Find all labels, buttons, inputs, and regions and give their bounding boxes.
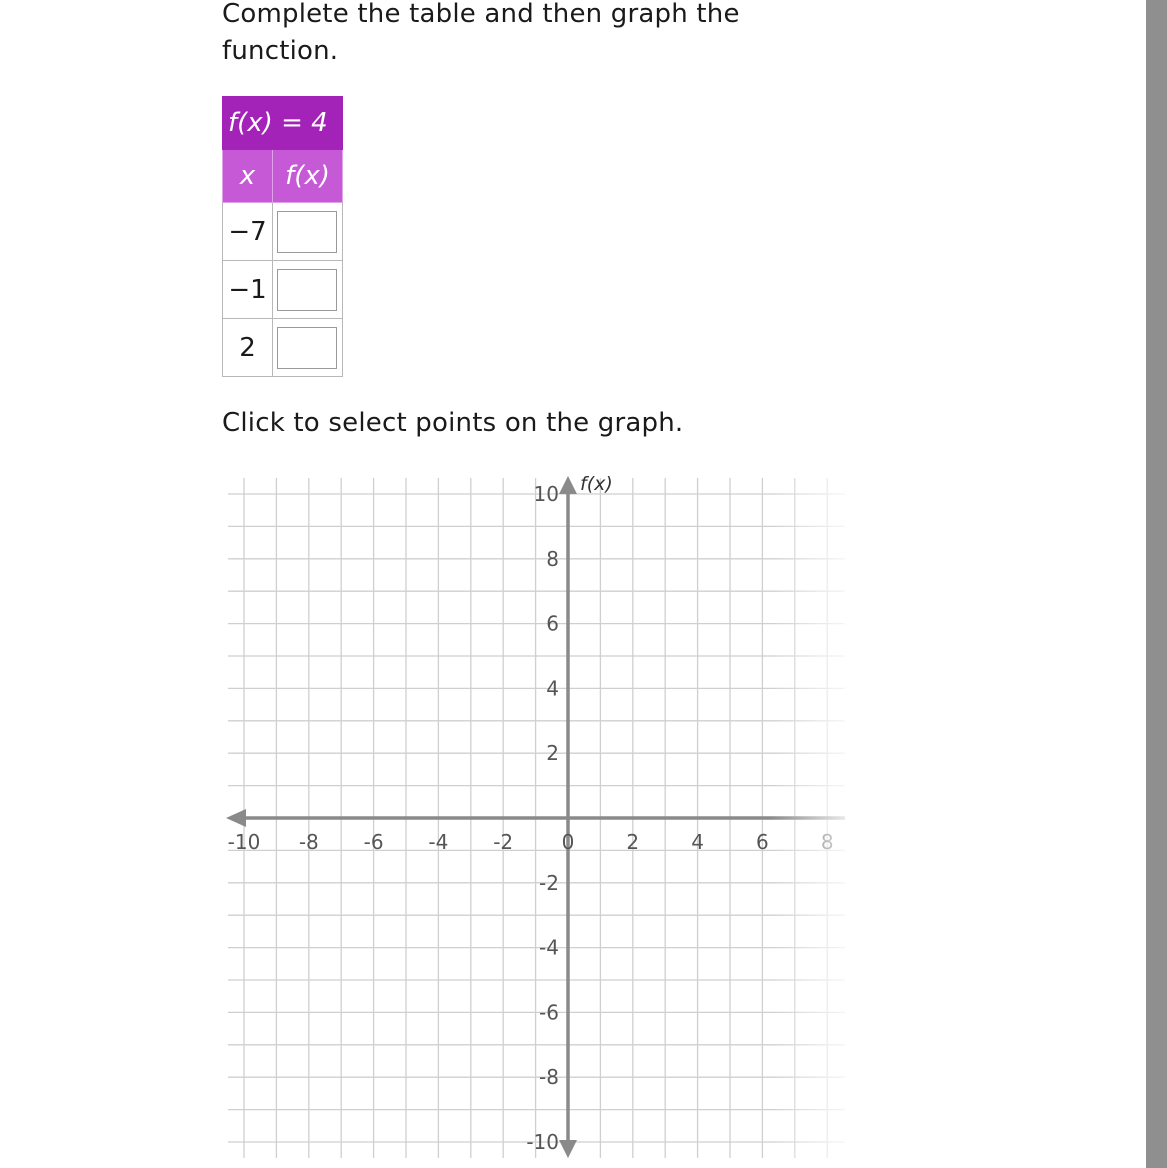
y-tick-label: -6 (539, 1000, 559, 1025)
x-tick-label: 6 (756, 830, 769, 854)
table-instruction: Complete the table and then graph the function. (222, 0, 740, 66)
scrollbar[interactable] (1146, 0, 1167, 1168)
y-tick-label: 4 (546, 676, 559, 701)
x-tick-label: 2 (626, 830, 640, 854)
x-tick-label: -4 (428, 830, 449, 854)
y-tick-label: 10 (533, 482, 559, 506)
x-tick-label: 0 (561, 830, 575, 854)
y-tick-label: -10 (526, 1130, 559, 1154)
x-tick-label: 4 (691, 830, 704, 854)
y-tick-label: 2 (546, 741, 559, 766)
x-tick-label: -2 (493, 830, 514, 854)
function-label-text: f(x) = 4 (228, 108, 328, 138)
x-tick-label: -6 (363, 830, 384, 854)
column-header-fx-text: f(x) (285, 161, 330, 191)
x-value-cell: −1 (223, 261, 273, 319)
column-header-x-text: x (239, 161, 256, 191)
tick-labels (228, 473, 834, 1154)
y-tick-label: -2 (539, 870, 559, 895)
x-tick-label: -10 (227, 830, 261, 854)
y-axis-down-arrow-icon (559, 1140, 577, 1158)
y-tick-label: -4 (539, 935, 559, 960)
graph-right-fade (770, 470, 850, 1168)
y-axis-up-arrow-icon (559, 476, 577, 494)
y-tick-label: -8 (539, 1065, 559, 1090)
x-value-cell: 2 (223, 319, 273, 377)
y-tick-label: 8 (546, 546, 559, 571)
y-tick-label: 6 (546, 611, 559, 636)
x-value-cell: −7 (223, 203, 273, 261)
x-tick-label: -8 (298, 830, 319, 854)
graph-instruction: Click to select points on the graph. (222, 408, 684, 438)
x-axis-left-arrow-icon (226, 809, 246, 827)
y-axis-title: f(x) (580, 473, 613, 495)
